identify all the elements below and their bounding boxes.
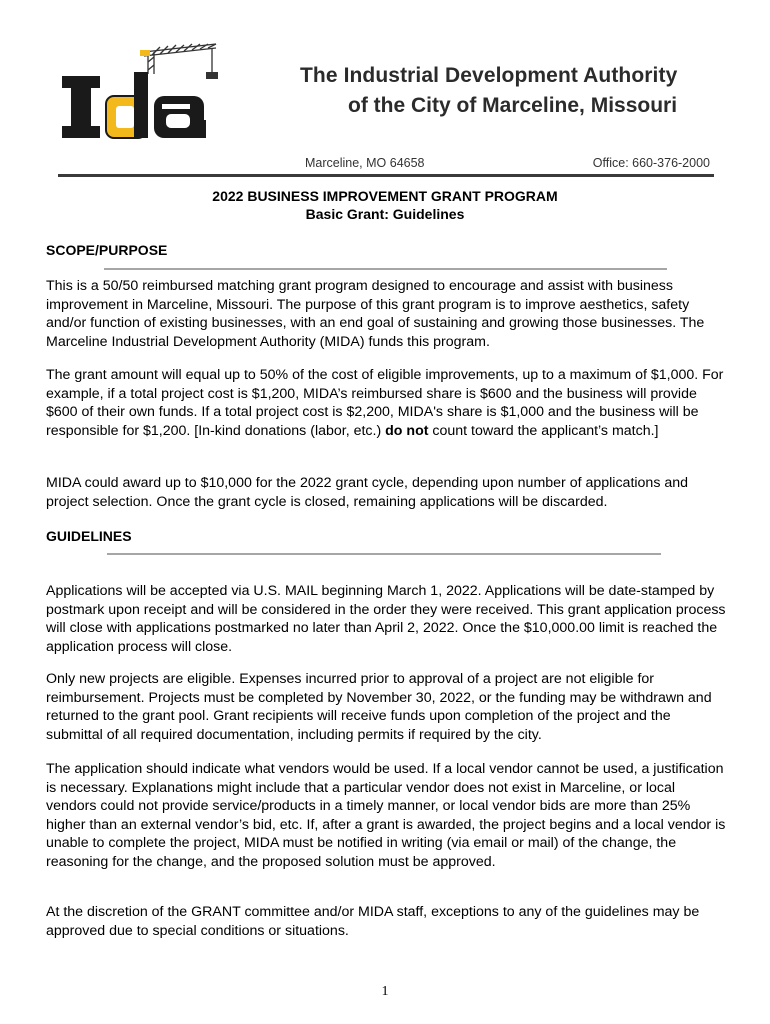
guidelines-paragraph-1: Applications will be accepted via U.S. MAIL beginning March 1, 2022. Applications will be date-stamped by postmark upon receipt and will be considered in the order they were received. This grant application process will close with applications postmarked no later than April 2, 2022. Once the $10,000.00 limit is reached the application process will close. xyxy=(46,583,726,655)
guidelines-paragraph-2: Only new projects are eligible. Expenses incurred prior to approval of a project are not eligible for reimbursement. Projects must be completed by November 30, 2022, or the funding may be withdrawn and returned to the grant pool. Grant recipients will receive funds upon completion of the project and the submittal of all required documentation, including permits if required by the city. xyxy=(46,671,712,743)
letterhead-divider xyxy=(58,174,714,177)
scope-paragraph-2 xyxy=(46,366,726,440)
document-subtitle: Basic Grant: Guidelines xyxy=(305,206,465,222)
office-phone: Office: 660-376-2000 xyxy=(592,156,710,170)
org-name-line1: The Industrial Development Authority xyxy=(300,64,678,87)
scope-divider xyxy=(104,268,667,270)
scope-paragraph-1: This is a 50/50 reimbursed matching grant program designed to encourage and assist with business improvement in Marceline, Missouri. The purpose of this grant program is to improve aesthetics, safety and/or function of existing businesses, with an end goal of sustaining and growing those businesses. The Marceline Industrial Development Authority (MIDA) funds this program. xyxy=(46,278,705,350)
org-name-line2: of the City of Marceline, Missouri xyxy=(348,94,678,117)
guidelines-paragraph-3: The application should indicate what vendors would be used. If a local vendor cannot be used, a justification is necessary. Explanations might include that a particular vendor does not exist in Marceline, or local vendors could not provide service/products in a timely manner, or local vendor bids are more than 25% higher than an external vendor’s bid, etc. If, after a grant is awarded, the project begins and a local vendor is unable to complete the project, MIDA must be notified in writing (via email or mail) of the change, the reasoning for the change, and the proposed solution must be approved. xyxy=(46,761,726,870)
scope-paragraph-2-tail: count toward the applicant’s match.] xyxy=(428,422,659,439)
guidelines-paragraph-4: At the discretion of the GRANT committee and/or MIDA staff, exceptions to any of the guidelines may be approved due to special conditions or situations. xyxy=(46,904,700,939)
guidelines-heading: GUIDELINES xyxy=(46,528,132,544)
scope-heading: SCOPE/PURPOSE xyxy=(46,242,168,258)
page-number: 1 xyxy=(381,984,389,999)
guidelines-divider xyxy=(107,553,661,555)
document-title: 2022 BUSINESS IMPROVEMENT GRANT PROGRAM xyxy=(212,188,558,204)
scope-paragraph-3: MIDA could award up to $10,000 for the 2022 grant cycle, depending upon number of applications and project selection. Once the grant cycle is closed, remaining applications will be discarded. xyxy=(46,475,689,510)
scope-paragraph-2-text: The grant amount will equal up to 50% of the cost of eligible improvements, up to a maximum of $1,000. For example, if a total project cost is $1,200, MIDA’s reimbursed share is $600 and the business will provide $600 of their own funds. If a total project cost is $2,200, MIDA's share is $1,000 and the business will be responsible for $1,200. [In-kind donations (labor, etc.) xyxy=(46,367,724,439)
address: Marceline, MO 64658 xyxy=(305,156,425,170)
scope-paragraph-2-emphasis: do not xyxy=(385,422,429,439)
ida-logo xyxy=(56,40,236,150)
